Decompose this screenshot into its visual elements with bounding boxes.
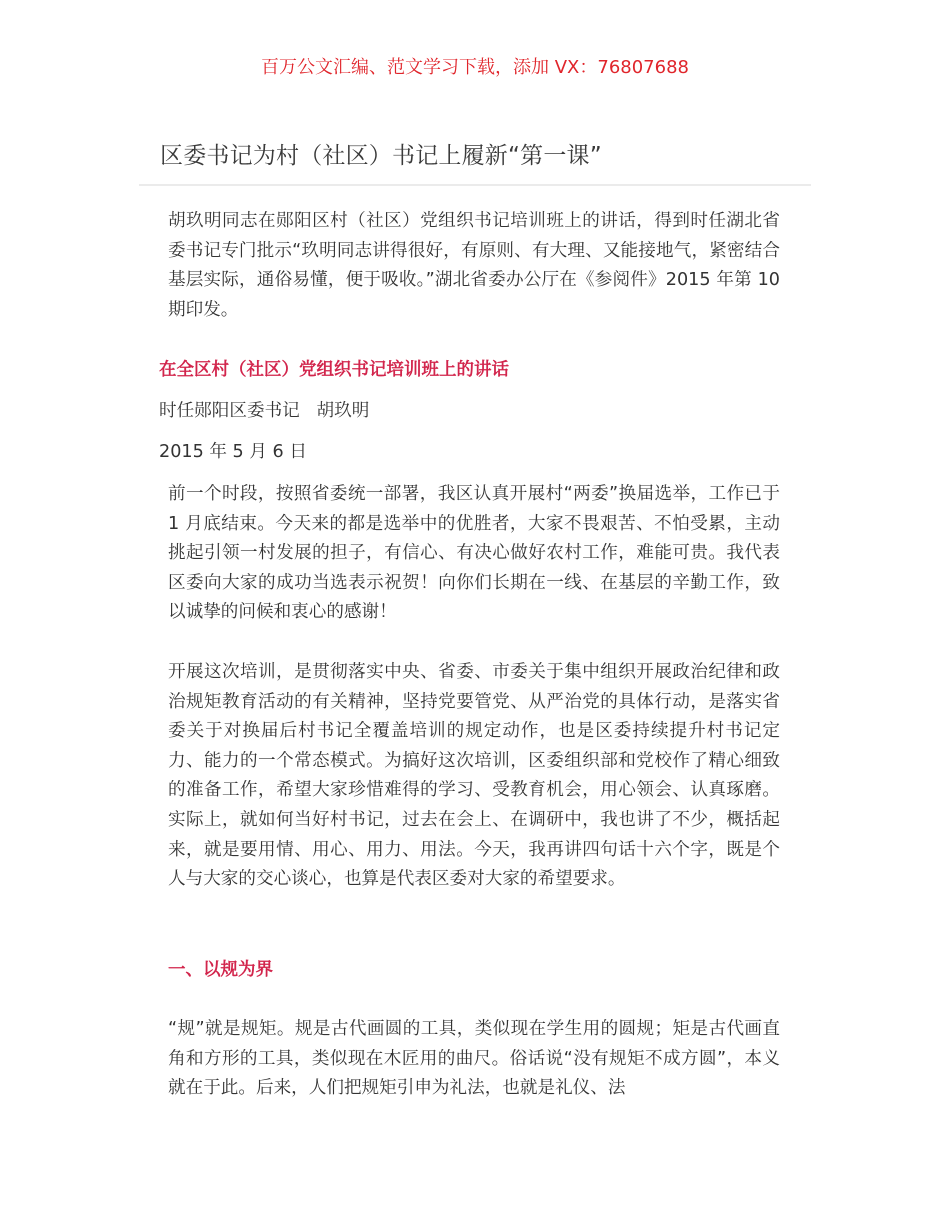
body-paragraph-3: “规”就是规矩。规是古代画圆的工具，类似现在学生用的圆规；矩是古代画直角和方形的工具，类似现在木匠用的曲尺。俗话说“没有规矩不成方圆”，本义就在于此。后来，人们把规矩引申为礼法，也就是礼仪、法 (168, 1019, 780, 1099)
body-paragraph-1: 前一个时段，按照省委统一部署，我区认真开展村“两委”换届选举，工作已于 1 月底结束。今天来的都是选举中的优胜者，大家不畏艰苦、不怕受累，主动挑起引领一村发展的担子，有信心、有决心做好农村工作，难能可贵。我代表区委向大家的成功当选表示祝贺！向你们长期在一线、在基层的辛勤工作，致以诚挚的问候和衷心的感谢！ (168, 484, 780, 623)
speech-title: 在全区村（社区）党组织书记培训班上的讲话 (159, 360, 509, 380)
body-paragraph-2: 开展这次培训，是贯彻落实中央、省委、市委关于集中组织开展政治纪律和政治规矩教育活动的有关精神，坚持党要管党、从严治党的具体行动，是落实省委关于对换届后村书记全覆盖培训的规定动作，也是区委持续提升村书记定力、能力的一个常态模式。为搞好这次培训，区委组织部和党校作了精心细致的准备工作，希望大家珍惜难得的学习、受教育机会，用心领会、认真琢磨。实际上，就如何当好村书记，过去在会上、在调研中，我也讲了不少，概括起来，就是要用情、用心、用力、用法。今天，我再讲四句话十六个字，既是个人与大家的交心谈心，也算是代表区委对大家的希望要求。 (168, 662, 780, 890)
speech-date: 2015 年 5 月 6 日 (159, 442, 307, 462)
speaker-line (159, 398, 369, 424)
speaker-text: 时任郧阳区委书记 胡玖明 (159, 401, 370, 421)
title-divider (139, 184, 811, 186)
intro-paragraph: 胡玖明同志在郧阳区村（社区）党组织书记培训班上的讲话，得到时任湖北省委书记专门批示“玖明同志讲得很好，有原则、有大理、又能接地气，紧密结合基层实际，通俗易懂，便于吸收。”湖北省委办公厅在《参阅件》2015 年第 10 期印发。 (168, 211, 780, 320)
promo-banner: 百万公文汇编、范文学习下载，添加 VX：76807688 (261, 57, 689, 78)
section-heading-1: 一、以规为界 (168, 960, 273, 980)
article-title: 区委书记为村（社区）书记上履新“第一课” (160, 143, 602, 169)
